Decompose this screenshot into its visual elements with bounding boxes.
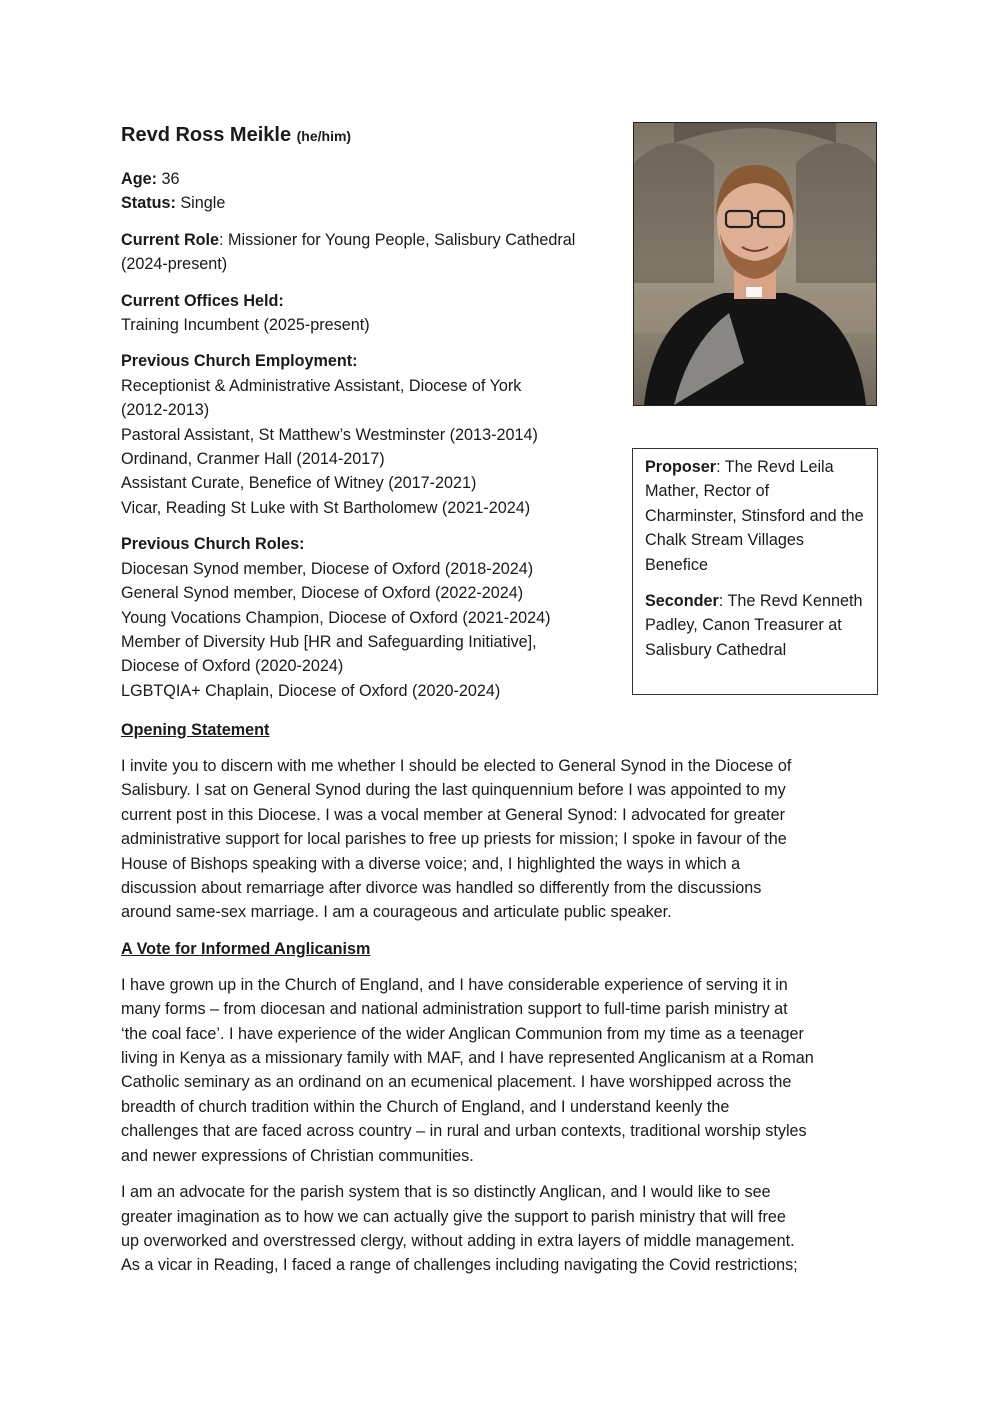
employment-item: (2012-2013) (121, 401, 210, 420)
paragraph-line: discussion about remarriage after divorce was handled so differently from the discussions (121, 879, 762, 898)
previous-employment-label: Previous Church Employment: (121, 352, 358, 371)
seconder (645, 589, 865, 662)
current-role-line (121, 228, 621, 252)
role-item: Diocese of Oxford (2020-2024) (121, 657, 344, 676)
employment-item: Vicar, Reading St Luke with St Bartholomew (2021-2024) (121, 498, 531, 517)
paragraph-line: challenges that are faced across country – in rural and urban contexts, traditional worship styles (121, 1122, 807, 1141)
paragraph-line: I invite you to discern with me whether I should be elected to General Synod in the Diocese of (121, 757, 792, 775)
paragraph-line: up overworked and overstressed clergy, without adding in extra layers of middle management. (121, 1231, 795, 1250)
informed-anglicanism-paragraph-2 (121, 1180, 891, 1278)
candidate-name-line (121, 120, 621, 151)
paragraph-line: breadth of church tradition within the Church of England, and I understand keenly the (121, 1097, 730, 1116)
age-line (121, 167, 621, 191)
age-value: 36 (161, 170, 180, 188)
proposer-text: : The Revd Leila Mather, Rector of Charminster, Stinsford and the Chalk Stream Villages Benefice (645, 458, 864, 574)
proposer (645, 455, 865, 577)
paragraph-line: current post in this Diocese. I was a vocal member at General Synod: I advocated for greater (121, 805, 786, 824)
profile-details (121, 120, 621, 703)
current-offices-label: Current Offices Held: (121, 291, 284, 310)
candidate-name: Revd Ross Meikle (121, 124, 292, 146)
seconder-text: : The Revd Kenneth Padley, Canon Treasurer at Salisbury Cathedral (645, 592, 863, 659)
role-item: Member of Diversity Hub [HR and Safeguarding Initiative], (121, 632, 537, 651)
status-line (121, 191, 621, 215)
paragraph-line: greater imagination as to how we can actually give the support to parish ministry that will free (121, 1207, 786, 1226)
informed-anglicanism-paragraph-1 (121, 973, 891, 1168)
opening-statement-paragraph (121, 754, 891, 925)
current-office-item: Training Incumbent (2025-present) (121, 316, 370, 335)
current-role-dates: (2024-present) (121, 255, 228, 274)
age-label: Age: (121, 170, 157, 188)
paragraph-line: many forms – from diocesan and national administration support to full-time parish ministry at (121, 1000, 788, 1019)
role-item: LGBTQIA+ Chaplain, Diocese of Oxford (2020-2024) (121, 681, 501, 700)
employment-item: Pastoral Assistant, St Matthew’s Westminster (2013-2014) (121, 425, 538, 444)
paragraph-line: administrative support for local parishes to free up priests for mission; I spoke in favour of the (121, 830, 787, 849)
paragraph-line: As a vicar in Reading, I faced a range of challenges including navigating the Covid restrictions; (121, 1256, 798, 1275)
current-role-value: : Missioner for Young People, Salisbury Cathedral (219, 230, 576, 249)
paragraph-line: and newer expressions of Christian communities. (121, 1146, 474, 1165)
paragraph-line: living in Kenya as a missionary family with MAF, and I have represented Anglicanism at a Roman (121, 1049, 814, 1068)
status-label: Status: (121, 194, 176, 213)
proposer-label: Proposer (645, 458, 717, 476)
paragraph-line: I am an advocate for the parish system that is so distinctly Anglican, and I would like to see (121, 1183, 771, 1202)
previous-roles-label: Previous Church Roles: (121, 535, 305, 554)
role-item: Young Vocations Champion, Diocese of Oxford (2021-2024) (121, 608, 551, 627)
informed-anglicanism-heading: A Vote for Informed Anglicanism (121, 939, 371, 958)
employment-item: Ordinand, Cranmer Hall (2014-2017) (121, 450, 385, 469)
seconder-label: Seconder (645, 592, 719, 611)
paragraph-line: Catholic seminary as an ordinand on an ecumenical placement. I have worshipped across the (121, 1073, 792, 1092)
opening-statement-heading: Opening Statement (121, 721, 270, 739)
candidate-photo (633, 122, 877, 406)
role-item: Diocesan Synod member, Diocese of Oxford (2018-2024) (121, 559, 534, 578)
nominators-box (632, 448, 878, 695)
paragraph-line: ‘the coal face’. I have experience of the wider Anglican Communion from my time as a teenager (121, 1024, 804, 1043)
statement-body (121, 718, 891, 1290)
status-value: Single (180, 194, 226, 213)
role-item: General Synod member, Diocese of Oxford (2022-2024) (121, 584, 524, 603)
paragraph-line: I have grown up in the Church of England, and I have considerable experience of serving it in (121, 975, 788, 994)
paragraph-line: House of Bishops speaking with a diverse voice; and, I highlighted the ways in which a (121, 854, 741, 873)
paragraph-line: Salisbury. I sat on General Synod during the last quinquennium before I was appointed to my (121, 781, 786, 800)
current-role-label: Current Role (121, 230, 220, 249)
employment-item: Assistant Curate, Benefice of Witney (2017-2021) (121, 474, 477, 493)
candidate-pronouns: (he/him) (296, 128, 352, 144)
employment-item: Receptionist & Administrative Assistant, Diocese of York (121, 376, 522, 395)
paragraph-line: around same-sex marriage. I am a courageous and articulate public speaker. (121, 903, 672, 922)
